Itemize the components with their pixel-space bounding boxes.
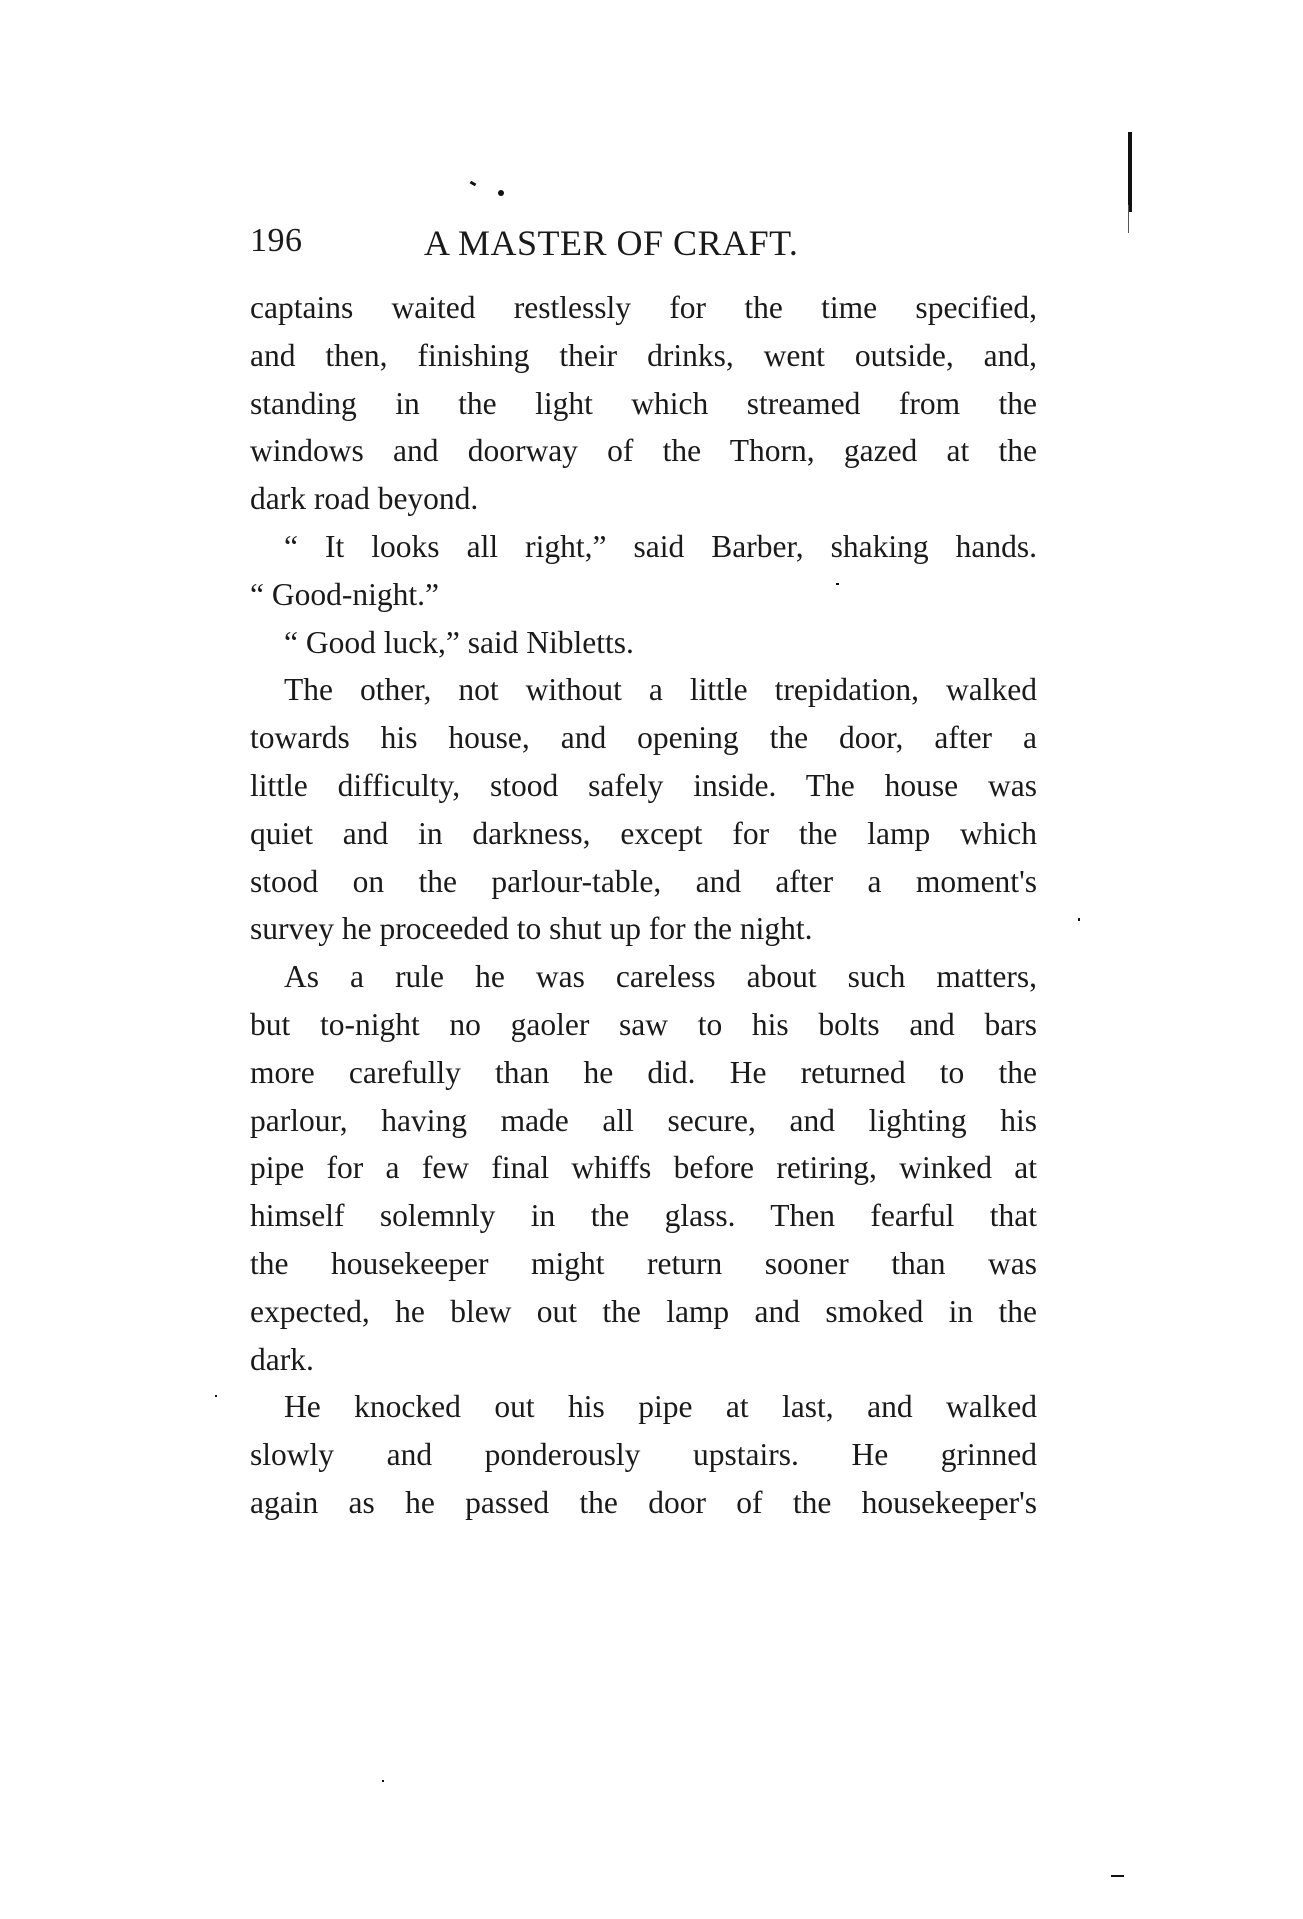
text-line: As a rule he was careless about such matters, [284,959,1037,995]
body-text [250,284,1037,1527]
text-line: “ Good luck,” said Nibletts. [284,624,634,660]
text-line: “ It looks all right,” said Barber, shaking hands. [284,528,1037,564]
ink-speck [215,1395,217,1397]
text-line: but to-night no gaoler saw to his bolts and bars [250,1006,1037,1042]
text-line: dark. [250,1341,314,1377]
text-line: He knocked out his pipe at last, and walked [284,1389,1037,1425]
text-line: survey he proceeded to shut up for the night. [250,911,813,947]
text-line: dark road beyond. [250,481,479,517]
page-number: 196 [250,222,303,259]
text-line: captains waited restlessly for the time specified, [250,290,1037,325]
text-line: windows and doorway of the Thorn, gazed at the [250,433,1037,469]
running-header [250,222,1050,272]
ink-tick [470,181,477,187]
text-line: quiet and in darkness, except for the lamp which [250,815,1037,851]
text-line: The other, not without a little trepidation, walked [284,672,1037,708]
text-line: “ Good-night.” [250,576,439,612]
printer-rule-mark [1128,132,1132,212]
text-line: little difficulty, stood safely inside. The house was [250,767,1037,803]
text-line: parlour, having made all secure, and lighting his [250,1102,1037,1138]
ink-speck [1078,918,1080,921]
text-line: pipe for a few final whiffs before retiring, winked at [250,1150,1037,1186]
text-line: expected, he blew out the lamp and smoked in the [250,1293,1037,1329]
running-title: A MASTER OF CRAFT. [424,223,799,263]
ink-dash [1111,1875,1124,1877]
ink-speck [382,1780,384,1782]
ink-dot [498,190,504,196]
text-line: stood on the parlour-table, and after a moment's [250,863,1037,899]
text-line: slowly and ponderously upstairs. He grinned [250,1437,1037,1473]
text-line: again as he passed the door of the housekeeper's [250,1484,1037,1520]
text-line: and then, finishing their drinks, went outside, and, [250,337,1037,373]
text-line: the housekeeper might return sooner than was [250,1245,1037,1281]
text-line: standing in the light which streamed from the [250,385,1037,421]
printer-rule-tail [1128,205,1129,233]
text-line: more carefully than he did. He returned to the [250,1054,1037,1090]
text-line: himself solemnly in the glass. Then fearful that [250,1198,1037,1234]
text-line: towards his house, and opening the door, after a [250,720,1037,756]
